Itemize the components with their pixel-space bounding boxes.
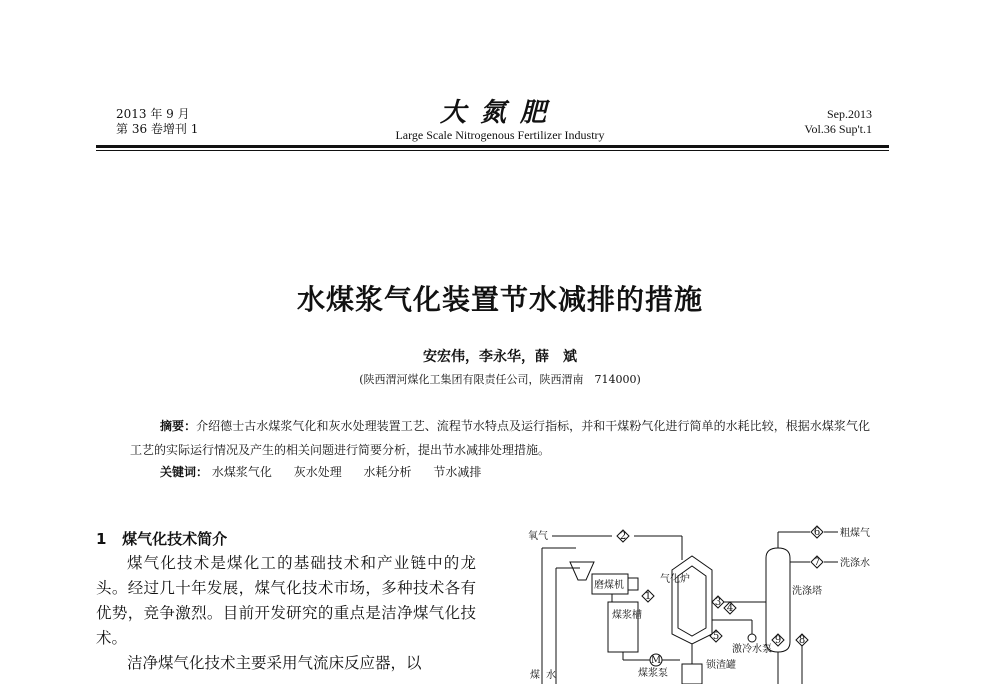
- label-scrubber: 洗涤塔: [792, 586, 822, 597]
- label-raw-gas: 粗煤气: [840, 528, 870, 539]
- keyword: 水煤浆气化: [211, 465, 272, 479]
- stream-number: 7: [813, 557, 821, 568]
- keyword: 灰水处理: [293, 465, 342, 479]
- label-mill: 磨煤机: [594, 580, 624, 591]
- stream-number: 8: [798, 635, 806, 646]
- section-number: 1: [96, 530, 107, 548]
- label-oxygen: 氧气: [528, 531, 548, 542]
- stream-number: 3: [714, 597, 722, 608]
- journal-name-en: Large Scale Nitrogenous Fertilizer Industry: [395, 128, 605, 142]
- stream-number: 5: [712, 631, 720, 642]
- abstract: [130, 414, 870, 462]
- header-rule-thin: [96, 150, 889, 151]
- header-rule-thick: [96, 145, 889, 148]
- keyword: 节水减排: [433, 465, 482, 479]
- keywords: [160, 462, 499, 482]
- issue-date-cn: 2013 年 9 月: [116, 107, 190, 121]
- header-left: [116, 107, 198, 137]
- paragraph: 煤气化技术是煤化工的基础技术和产业链中的龙头。经过几十年发展，煤气化技术市场，多种技术各有优势，竞争激烈。目前开发研究的重点是洁净煤气化技术。: [96, 554, 476, 647]
- volume-cn: 第 36 卷增刊 1: [116, 122, 199, 136]
- section-title: 煤气化技术简介: [122, 530, 228, 548]
- volume-en: Vol.36 Sup't.1: [804, 122, 872, 136]
- article-title: 水煤浆气化装置节水减排的措施: [296, 283, 703, 316]
- motor-label: M: [650, 655, 662, 666]
- paragraph: 洁净煤气化技术主要采用气流床反应器，以: [127, 654, 422, 672]
- process-flow-diagram: [520, 522, 880, 684]
- stream-number: 2: [619, 531, 627, 542]
- label-gasifier: 气化炉: [660, 574, 690, 585]
- abstract-label: 摘要：: [160, 419, 197, 433]
- stream-number: 1: [644, 591, 652, 602]
- stream-number: 9: [774, 635, 782, 646]
- header-center: [320, 100, 680, 143]
- label-coal: 煤: [530, 670, 540, 681]
- article-affiliation: (陕西渭河煤化工集团有限责任公司，陕西渭南 714000): [359, 373, 641, 386]
- label-wash-water: 洗涤水: [840, 558, 870, 569]
- header-right: [804, 107, 872, 137]
- journal-logo: 大氮肥: [439, 98, 560, 128]
- keywords-label: 关键词：: [160, 465, 209, 479]
- article-authors: 安宏伟，李永华，薛 斌: [423, 349, 577, 365]
- section-heading: [96, 528, 227, 549]
- label-quench-pump: 激冷水泵: [732, 644, 772, 655]
- label-slag-bin: 锁渣罐: [706, 660, 736, 671]
- label-slurry-pump: 煤浆泵: [638, 668, 668, 679]
- issue-date-en: Sep.2013: [827, 107, 872, 121]
- section-body: [96, 551, 476, 676]
- label-slurry-tank: 煤浆槽: [612, 610, 642, 621]
- keyword: 水耗分析: [363, 465, 412, 479]
- abstract-text: 介绍德士古水煤浆气化和灰水处理装置工艺、流程节水特点及运行指标，并和干煤粉气化进行简单的水耗比较，根据水煤浆气化工艺的实际运行情况及产生的相关问题进行简要分析，提出节水减排处理措施。: [130, 419, 870, 457]
- stream-number: 6: [813, 527, 821, 538]
- label-water: 水: [546, 670, 556, 681]
- stream-number: 4: [726, 603, 734, 614]
